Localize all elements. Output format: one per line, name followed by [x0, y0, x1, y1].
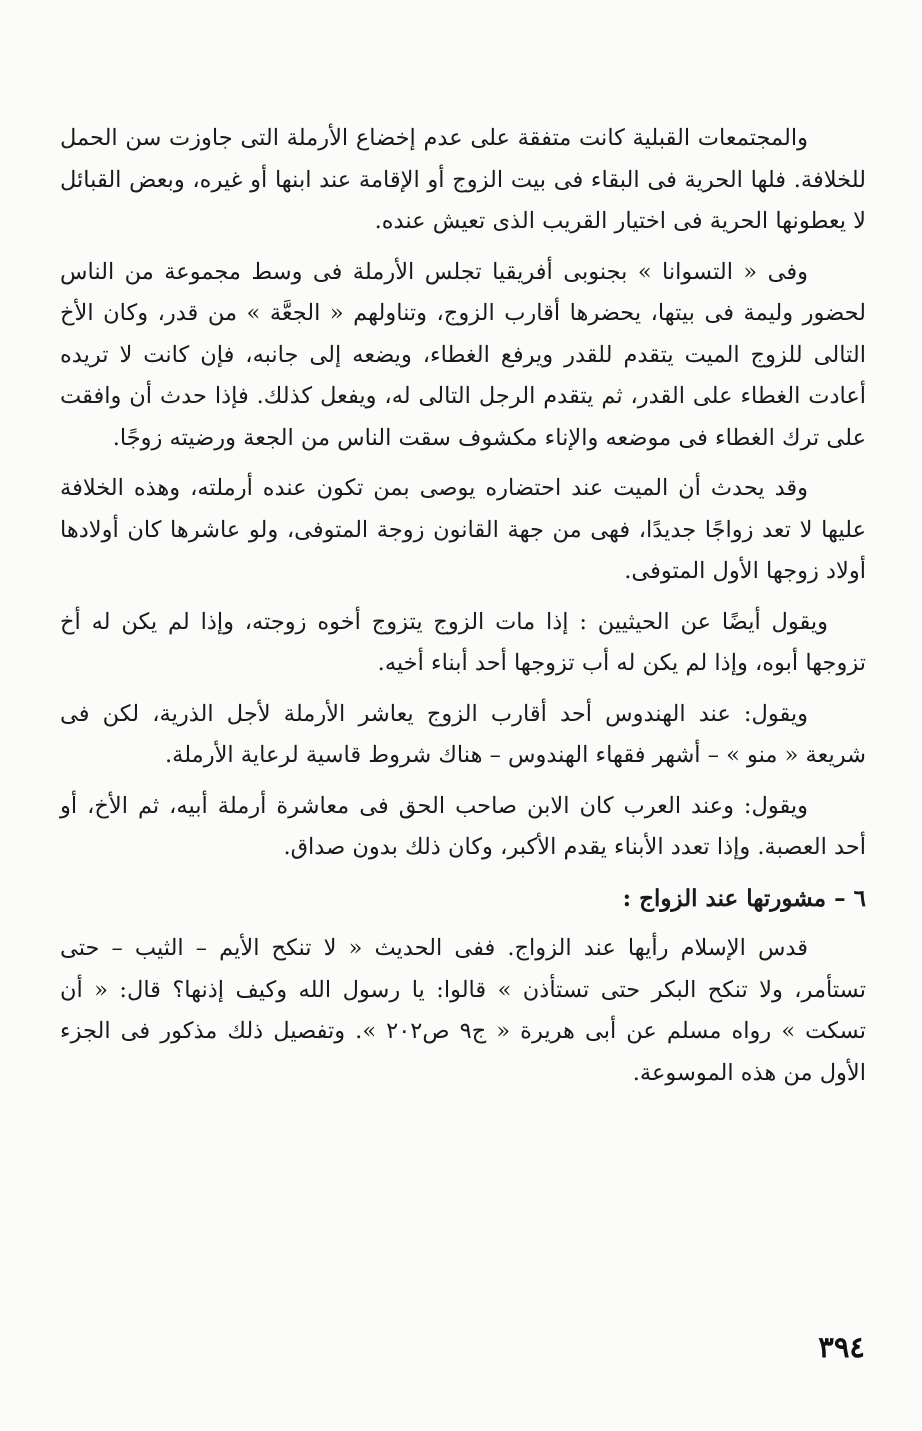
- section-heading: ٦ – مشورتها عند الزواج :: [622, 884, 866, 912]
- paragraph-tribal-societies: والمجتمعات القبلية كانت متفقة على عدم إخضاع الأرملة التى جاوزت سن الحمل للخلافة. فلها الحرية فى البقاء فى بيت الزوج أو الإقامة عند ابنها أو غيره، وبعض القبائل لا يعطونها الحرية فى اختيار القريب الذى تعيش عنده.: [60, 125, 866, 234]
- paragraph-hittites: ويقول أيضًا عن الحيثيين : إذا مات الزوج يتزوج أخوه زوجته، وإذا لم يكن له أخ تزوجها أبوه، وإذا لم يكن له أب تزوجها أحد أبناء أخيه.: [60, 608, 866, 676]
- page-body: [60, 118, 866, 1103]
- paragraph-deceased-will: وقد يحدث أن الميت عند احتضاره يوصى بمن تكون عنده أرملته، وهذه الخلافة عليها لا تعد زواجًا جديدًا، فهى من جهة القانون زوجة المتوفى، ولو عاشرها كان أولادها أولاد زوجها الأول المتوفى.: [60, 475, 866, 584]
- page-number: ٣٩٤: [818, 1330, 865, 1364]
- paragraph-tswana: وفى « التسوانا » بجنوبى أفريقيا تجلس الأرملة فى وسط مجموعة من الناس لحضور وليمة فى بيتها، يحضرها أقارب الزوج، وتناولهم « الجعَّة » من قدر، وكان الأخ التالى للزوج الميت يتقدم للقدر ويرفع الغطاء، ويضعه إلى جانبه، فإن كانت لا تريده أعادت الغطاء على القدر، ثم يتقدم الرجل التالى له، ويفعل كذلك. فإذا حدث أن وافقت على ترك الغطاء فى موضعه والإناء مكشوف سقت الناس من الجعة ورضيته زوجًا.: [60, 258, 866, 451]
- paragraph-islam-consent: قدس الإسلام رأيها عند الزواج. ففى الحديث « لا تنكح الأيم – الثيب – حتى تستأمر، ولا تنكح البكر حتى تستأذن » قالوا: يا رسول الله وكيف إذنها؟ قال: « أن تسكت » رواه مسلم عن أبى هريرة « ج٩ ص٢٠٢ ». وتفصيل ذلك مذكور فى الجزء الأول من هذه الموسوعة.: [60, 935, 866, 1086]
- paragraph-hindus: ويقول: عند الهندوس أحد أقارب الزوج يعاشر الأرملة لأجل الذرية، لكن فى شريعة « منو » – أشهر فقهاء الهندوس – هناك شروط قاسية لرعاية الأرملة.: [60, 700, 866, 768]
- paragraph-arabs: ويقول: وعند العرب كان الابن صاحب الحق فى معاشرة أرملة أبيه، ثم الأخ، أو أحد العصبة. وإذا تعدد الأبناء يقدم الأكبر، وكان ذلك بدون صداق.: [60, 792, 866, 860]
